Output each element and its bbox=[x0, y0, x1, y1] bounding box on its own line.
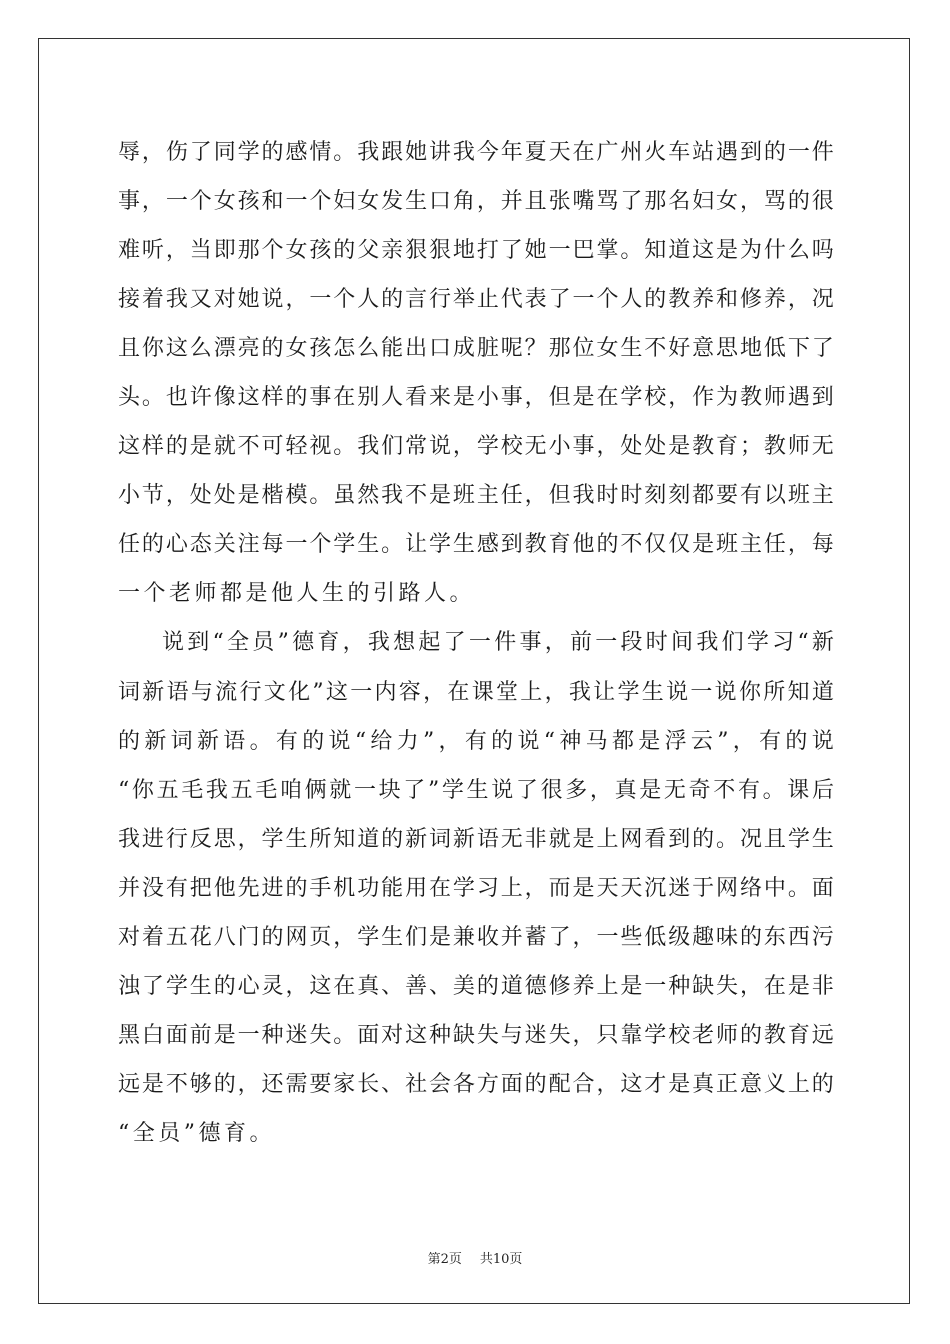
page-footer bbox=[0, 1248, 950, 1267]
text-line: 远 是 不 够 的 ， 还 需 要 家 长 、 社 会 各 方 面 的 配 合 ， 这 才 是 真 正 意 义 上 的 bbox=[118, 1071, 834, 1097]
text-line: 的 新 词 新 语 。 有 的 说 “ 给 力 ” ， 有 的 说 “ 神 马 都 是 浮 云 ” ， 有 的 说 bbox=[118, 728, 834, 754]
text-line: “ 你 五 毛 我 五 毛 咱 俩 就 一 块 了 ” 学 生 说 了 很 多 ， 真 是 无 奇 不 有 。 课 后 bbox=[118, 777, 834, 803]
text-line: 小 节 ， 处 处 是 楷 模 。 虽 然 我 不 是 班 主 任 ， 但 我 时 时 刻 刻 都 要 有 以 班 主 bbox=[118, 483, 834, 509]
text-line: 并 没 有 把 他 先 进 的 手 机 功 能 用 在 学 习 上 ， 而 是 天 天 沉 迷 于 网 络 中 。 面 bbox=[118, 875, 834, 901]
text-line: 一个老师都是他人生的引路人。 bbox=[118, 581, 476, 607]
text-line: 头 。 也 许 像 这 样 的 事 在 别 人 看 来 是 小 事 ， 但 是 在 学 校 ， 作 为 教 师 遇 到 bbox=[118, 385, 834, 411]
text-line: 这 样 的 是 就 不 可 轻 视 。 我 们 常 说 ， 学 校 无 小 事 ， 处 处 是 教 育 ； 教 师 无 bbox=[118, 434, 834, 460]
text-line: 黑 白 面 前 是 一 种 迷 失 。 面 对 这 种 缺 失 与 迷 失 ， 只 靠 学 校 老 师 的 教 育 远 bbox=[118, 1022, 834, 1048]
text-line: 难 听 ， 当 即 那 个 女 孩 的 父 亲 狠 狠 地 打 了 她 一 巴 掌 。 知 道 这 是 为 什 么 吗 bbox=[118, 238, 834, 264]
text-line: 词 新 语 与 流 行 文 化 ” 这 一 内 容 ， 在 课 堂 上 ， 我 让 学 生 说 一 说 你 所 知 道 bbox=[118, 679, 834, 705]
text-line: 任 的 心 态 关 注 每 一 个 学 生 。 让 学 生 感 到 教 育 他 的 不 仅 仅 是 班 主 任 ， 每 bbox=[118, 532, 834, 558]
page-number: 第2页 bbox=[427, 1252, 462, 1267]
page-total: 共10页 bbox=[479, 1252, 523, 1267]
text-line: 且 你 这 么 漂 亮 的 女 孩 怎 么 能 出 口 成 脏 呢 ？ 那 位 女 生 不 好 意 思 地 低 下 了 bbox=[118, 336, 834, 362]
text-line: 接 着 我 又 对 她 说 ， 一 个 人 的 言 行 举 止 代 表 了 一 个 人 的 教 养 和 修 养 ， 况 bbox=[118, 287, 834, 313]
text-line: 我 进 行 反 思 ， 学 生 所 知 道 的 新 词 新 语 无 非 就 是 上 网 看 到 的 。 况 且 学 生 bbox=[118, 826, 834, 852]
text-line: 对 着 五 花 八 门 的 网 页 ， 学 生 们 是 兼 收 并 蓄 了 ， 一 些 低 级 趣 味 的 东 西 污 bbox=[118, 924, 834, 950]
text-line: 事 ， 一 个 女 孩 和 一 个 妇 女 发 生 口 角 ， 并 且 张 嘴 骂 了 那 名 妇 女 ， 骂 的 很 bbox=[118, 189, 834, 215]
paragraph-first-line: 说 到 “ 全 员 ” 德 育 ， 我 想 起 了 一 件 事 ， 前 一 段 时 间 我 们 学 习 “ 新 bbox=[162, 630, 834, 656]
text-line: 浊 了 学 生 的 心 灵 ， 这 在 真 、 善 、 美 的 道 德 修 养 上 是 一 种 缺 失 ， 在 是 非 bbox=[118, 973, 834, 999]
text-line: “全员”德育。 bbox=[118, 1120, 275, 1146]
body-text bbox=[118, 128, 834, 1158]
text-line: 辱 ， 伤 了 同 学 的 感 情 。 我 跟 她 讲 我 今 年 夏 天 在 广 州 火 车 站 遇 到 的 一 件 bbox=[118, 140, 834, 165]
